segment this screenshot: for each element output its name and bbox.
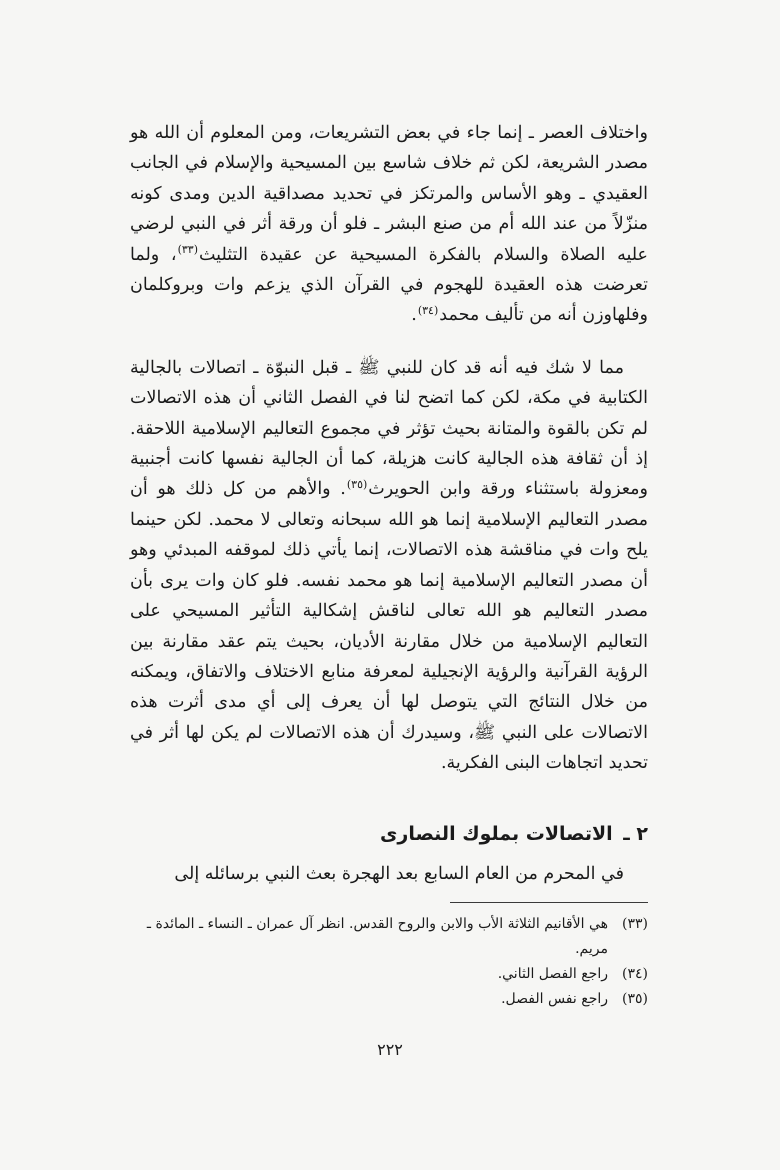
- footnote-ref-34: (٣٤): [417, 303, 439, 317]
- footnote-ref-33: (٣٣): [177, 242, 198, 256]
- footnote-text: راجع نفس الفصل.: [501, 991, 608, 1007]
- footnote-number: (٣٥): [622, 991, 648, 1007]
- footnote-text: راجع الفصل الثاني.: [497, 966, 608, 982]
- paragraph-1: [130, 118, 648, 331]
- footnote-35: [130, 987, 648, 1012]
- footnote-divider: [450, 902, 648, 903]
- footnote-number: (٣٣): [622, 916, 648, 932]
- footnotes: [130, 912, 648, 1012]
- footnote-number: (٣٤): [622, 966, 648, 982]
- paragraph-1-part-a: واختلاف العصر ـ إنما جاء في بعض التشريعات، ومن المعلوم أن الله هو مصدر الشريعة، لكن ثم خلاف شاسع بين المسيحية والإسلام في الجانب العقيدي ـ وهو الأساس والمرتكز في تحديد مصداقية الدين ومدى كونه منزّلاً من عند الله أم من صنع البشر ـ فلو أن ورقة أثر في النبي لرضي عليه الصلاة والسلام بالفكرة المسيحية عن عقيدة التثليث: [130, 123, 648, 265]
- section-heading: [130, 819, 648, 849]
- paragraph-2-part-a: مما لا شك فيه أنه قد كان للنبي ﷺ ـ قبل النبوّة ـ اتصالات بالجالية الكتابية في مكة، لكن كما اتضح لنا في الفصل الثاني أن هذه الاتصالات لم تكن بالقوة والمتانة بحيث تؤثر في مجموع التعاليم الإسلامية اللاحقة. إذ أن ثقافة هذه الجالية كانت هزيلة، كما أن الجالية نفسها كانت أجنبية ومعزولة باستثناء ورقة وابن الحويرث: [130, 357, 649, 500]
- paragraph-2-part-b: . والأهم من كل ذلك هو أن مصدر التعاليم الإسلامية إنما هو الله سبحانه وتعالى لا محمد. لكن حينما يلح وات في مناقشة هذه الاتصالات، إنما يأتي ذلك لموقفه المبدئي وهو أن مصدر التعاليم الإسلامية إنما هو محمد نفسه. فلو كان وات يرى بأن مصدر التعاليم هو الله تعالى لناقش إشكالية التأثير المسيحي على التعاليم الإسلامية من خلال مقارنة الأديان، بحيث يتم عقد مقارنة بين الرؤية القرآنية والرؤية الإنجيلية لمعرفة منابع الاختلاف والاتفاق، ويمكنه من خلال النتائج التي يتوصل لها أن يعرف إلى أي مدى أثرت هذه الاتصالات على النبي ﷺ، وسيدرك أن هذه الاتصالات لم يكن لها أثر في تحديد اتجاهات البنى الفكرية.: [130, 479, 648, 774]
- paragraph-1-part-c: .: [411, 305, 417, 326]
- main-text-column: [130, 118, 648, 889]
- footnote-33: [130, 912, 648, 962]
- page-number: ٢٢٢: [377, 1040, 403, 1059]
- paragraph-3: في المحرم من العام السابع بعد الهجرة بعث النبي برسائله إلى: [174, 863, 624, 884]
- section-heading-text: الاتصالات بملوك النصارى: [379, 822, 613, 845]
- paragraph-1-part-b: ، ولما تعرضت هذه العقيدة للهجوم في القرآن الذي يزعم وات وبروكلمان وفلهاوزن أنه من تأليف محمد: [130, 244, 648, 326]
- footnote-text: هي الأقانيم الثلاثة الأب والابن والروح القدس. انظر آل عمران ـ النساء ـ المائدة ـ مريم.: [146, 916, 608, 957]
- section-heading-number: ٢ ـ: [623, 822, 648, 845]
- footnote-34: [130, 962, 648, 987]
- footnote-ref-35: (٣٥): [346, 477, 368, 491]
- paragraph-2: [130, 353, 648, 779]
